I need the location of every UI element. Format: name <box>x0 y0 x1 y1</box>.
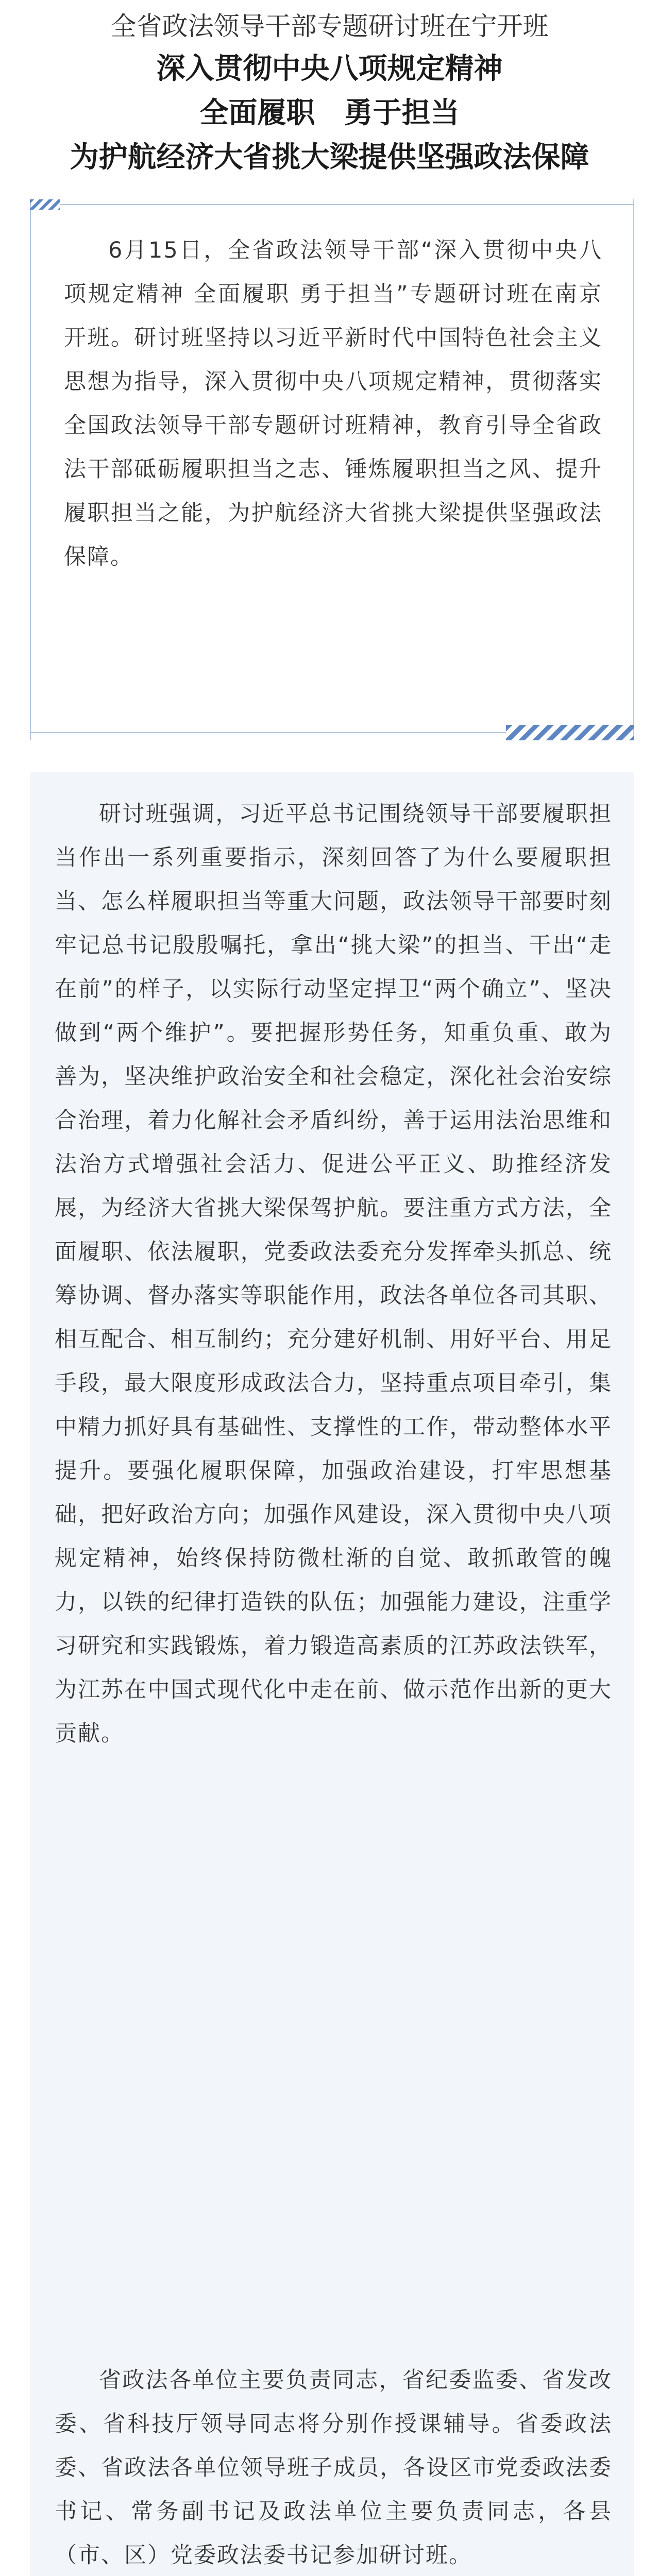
top-divider <box>60 204 634 205</box>
kicker-line: 全省政法领导干部专题研讨班在宁开班 <box>110 11 549 41</box>
lead-paragraph: 6月15日，全省政法领导干部“深入贯彻中央八项规定精神 全面履职 勇于担当”专题研讨班在南京开班。研讨班坚持以习近平新时代中国特色社会主义思想为指导，深入贯彻中央八项规定精神，贯彻落实全国政法领导干部专题研讨班精神，教育引导全省政法干部砥砺履职担当之志、锤炼履职担当之风、提升履职担当之能，为护航经济大省挑大梁提供坚强政法保障。 <box>64 238 602 570</box>
page-title-line-3: 为护航经济大省挑大梁提供坚强政法保障 <box>70 140 589 174</box>
page-title-line-1: 深入贯彻中央八项规定精神 <box>156 52 503 86</box>
body-paragraph-1: 研讨班强调，习近平总书记围绕领导干部要履职担当作出一系列重要指示，深刻回答了为什么要履职担当、怎么样履职担当等重大问题，政法领导干部要时刻牢记总书记殷殷嘱托，拿出“挑大梁”的担当、干出“走在前”的样子，以实际行动坚定捍卫“两个确立”、坚决做到“两个维护”。要把握形势任务，知重负重、敢为善为，坚决维护政治安全和社会稳定，深化社会治安综合治理，着力化解社会矛盾纠纷，善于运用法治思维和法治方式增强社会活力、促进公平正义、助推经济发展，为经济大省挑大梁保驾护航。要注重方式方法，全面履职、依法履职，党委政法委充分发挥牵头抓总、统筹协调、督办落实等职能作用，政法各单位各司其职、相互配合、相互制约；充分建好机制、用好平台、用足手段，最大限度形成政法合力，坚持重点项目牵引，集中精力抓好具有基础性、支撑性的工作，带动整体水平提升。要强化履职保障，加强政治建设，打牢思想基础，把好政治方向；加强作风建设，深入贯彻中央八项规定精神，始终保持防微杜渐的自觉、敢抓敢管的魄力，以铁的纪律打造铁的队伍；加强能力建设，注重学习研究和实践锻炼，着力锻造高素质的江苏政法铁军，为江苏在中国式现代化中走在前、做示范作出新的更大贡献。 <box>55 801 612 1747</box>
lead-summary-box <box>30 199 634 740</box>
bottom-divider <box>30 732 506 733</box>
article-body-panel <box>30 772 634 2576</box>
bottom-corner-stripes <box>506 725 634 740</box>
body-paragraph-2: 省政法各单位主要负责同志，省纪委监委、省发改委、省科技厅领导同志将分别作授课辅导。省委政法委、省政法各单位领导班子成员，各设区市党委政法委书记、常务副书记及政法单位主要负责同志，各县（市、区）党委政法委书记参加研讨班。 <box>55 2367 612 2568</box>
page-title-line-2: 全面履职 勇于担当 <box>199 96 460 130</box>
top-corner-stripes <box>30 199 60 210</box>
